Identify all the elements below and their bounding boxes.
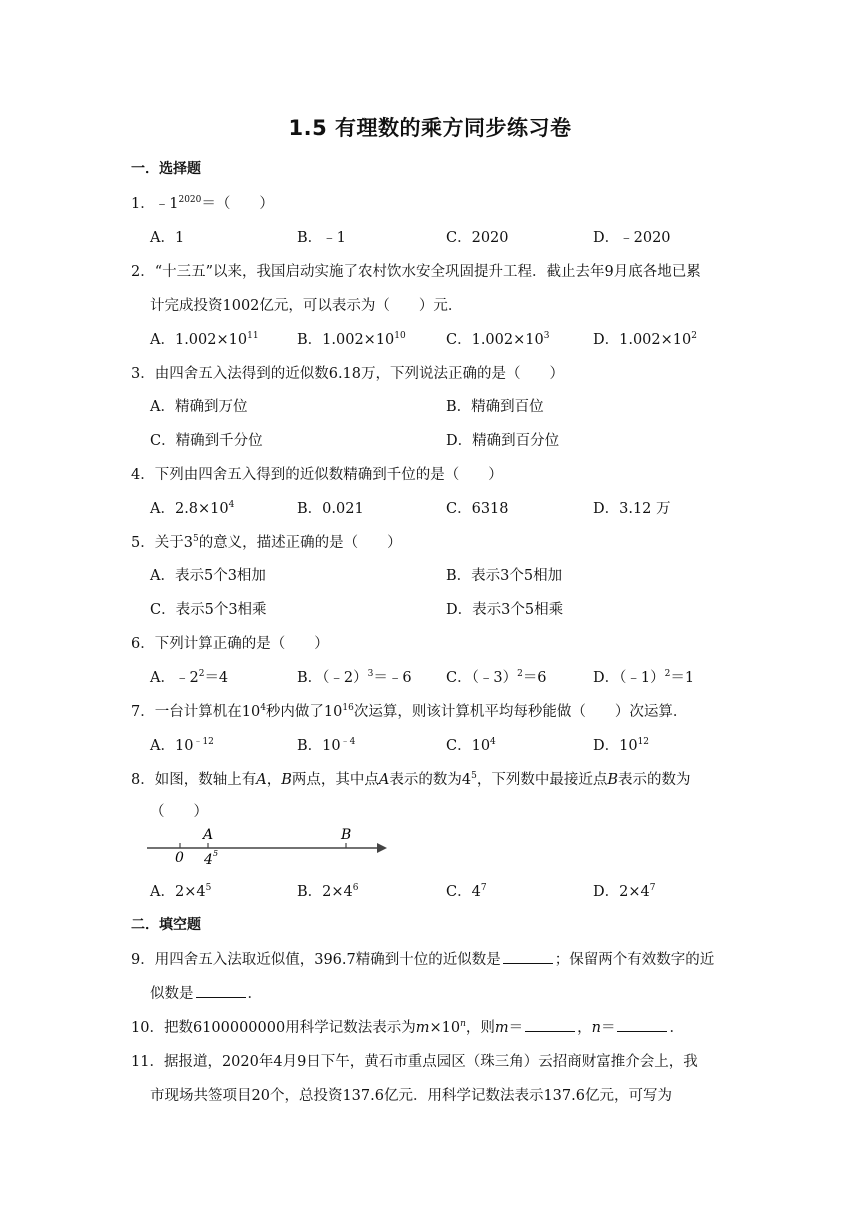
q4-option-c: C．6318 — [446, 501, 509, 517]
label-zero: 0 — [175, 850, 184, 866]
q4-option-d: D．3.12 万 — [593, 501, 671, 517]
q2-option-a: A．$1.002\times 10^{11}$ — [150, 331, 259, 348]
q6-option-d: D．（﹣1）$^2$＝1 — [593, 669, 695, 686]
question-11-line-2: 市现场共签项目20个，总投资137.6亿元．用科学记数法表示137.6亿元，可写为 — [150, 1088, 672, 1104]
q1-option-c: C．2020 — [446, 230, 509, 246]
question-3: 3．由四舍五入法得到的近似数6.18万，下列说法正确的是（ ） — [131, 366, 565, 382]
label-point-b: B — [341, 827, 352, 843]
q3-option-b: B．精确到百位 — [446, 399, 544, 415]
q7-option-a: A．$10^{﹣12}$ — [150, 737, 214, 754]
section-heading-fill: 二．填空题 — [131, 917, 201, 933]
q8-option-c: C．$4^7$ — [446, 883, 487, 900]
q4-option-b: B．0.021 — [297, 501, 364, 517]
q6-option-b: B．（﹣2）$^3$＝﹣6 — [297, 669, 412, 686]
q1-option-b: B．﹣1 — [297, 230, 346, 246]
q3-option-c: C．精确到千分位 — [150, 433, 263, 449]
arrow-head-icon — [377, 843, 387, 853]
question-10: 10．把数6100000000用科学记数法表示为$m\times 10^n$，则m＝ ，n＝ ． — [131, 1019, 684, 1036]
q5-option-d: D．表示3个5相乘 — [446, 602, 564, 618]
answer-blank[interactable] — [617, 1019, 667, 1032]
q5-option-b: B．表示3个5相加 — [446, 568, 563, 584]
question-7: 7．一台计算机在$10^4$秒内做了$10^{16}$次运算，则该计算机平均每秒能做（ ）次运算． — [131, 703, 688, 720]
number-line-figure — [145, 820, 395, 870]
question-5: 5．关于$3^5$的意义，描述正确的是（ ） — [131, 534, 402, 551]
q1-option-d: D．﹣2020 — [593, 230, 671, 246]
question-4: 4．下列由四舍五入得到的近似数精确到千位的是（ ） — [131, 467, 503, 483]
question-2-line-2: 计完成投资1002亿元，可以表示为（ ）元． — [150, 298, 463, 314]
question-11-line-1: 11．据报道，2020年4月9日下午，黄石市重点园区（珠三角）云招商财富推介会上，我 — [131, 1054, 698, 1070]
q8-option-a: A．$2\times 4^5$ — [150, 883, 212, 900]
question-9-line-2: 似数是 ． — [150, 986, 262, 1002]
q7-option-c: C．$10^4$ — [446, 737, 496, 754]
q2-option-d: D．$1.002\times 10^2$ — [593, 331, 697, 348]
q7-option-b: B．$10^{﹣4}$ — [297, 737, 356, 754]
q5-option-c: C．表示5个3相乘 — [150, 602, 267, 618]
question-2-line-1: 2．“十三五”以来，我国启动实施了农村饮水安全巩固提升工程．截止去年9月底各地已累 — [131, 264, 701, 280]
section-heading-choice: 一．选择题 — [131, 161, 201, 177]
q2-option-b: B．$1.002\times 10^{10}$ — [297, 331, 406, 348]
question-8: 8．如图，数轴上有A，B两点，其中点A表示的数为$4^5$，下列数中最接近点B表示的数为 — [131, 771, 691, 788]
question-6: 6．下列计算正确的是（ ） — [131, 636, 329, 652]
q7-option-d: D．$10^{12}$ — [593, 737, 650, 754]
q4-option-a: A．$2.8\times 10^4$ — [150, 500, 235, 517]
label-value-a-exponent: 5 — [213, 849, 219, 858]
q3-option-a: A．精确到万位 — [150, 399, 248, 415]
label-value-a: 4 — [204, 852, 213, 868]
q6-option-c: C．（﹣3）$^2$＝6 — [446, 669, 547, 686]
q2-option-c: C．$1.002\times 10^3$ — [446, 331, 550, 348]
q6-option-a: A．$﹣2^2=4$ — [150, 669, 229, 686]
q5-option-a: A．表示5个3相加 — [150, 568, 266, 584]
q3-option-d: D．精确到百分位 — [446, 433, 560, 449]
question-8-line-2: （ ） — [150, 804, 208, 820]
answer-blank[interactable] — [503, 951, 553, 964]
label-point-a: A — [203, 827, 214, 843]
question-1: 1．$﹣1^{2020}=$（ ） — [131, 195, 274, 212]
q8-option-b: B．$2\times 4^6$ — [297, 883, 359, 900]
answer-blank[interactable] — [525, 1019, 575, 1032]
question-9-line-1: 9．用四舍五入法取近似值，396.7精确到十位的近似数是 ；保留两个有效数字的近 — [131, 952, 715, 968]
answer-blank[interactable] — [196, 985, 246, 998]
q8-option-d: D．$2\times 4^7$ — [593, 883, 656, 900]
q1-option-a: A．1 — [150, 230, 185, 246]
page-title: 1.5 有理数的乘方同步练习卷 — [288, 116, 572, 140]
